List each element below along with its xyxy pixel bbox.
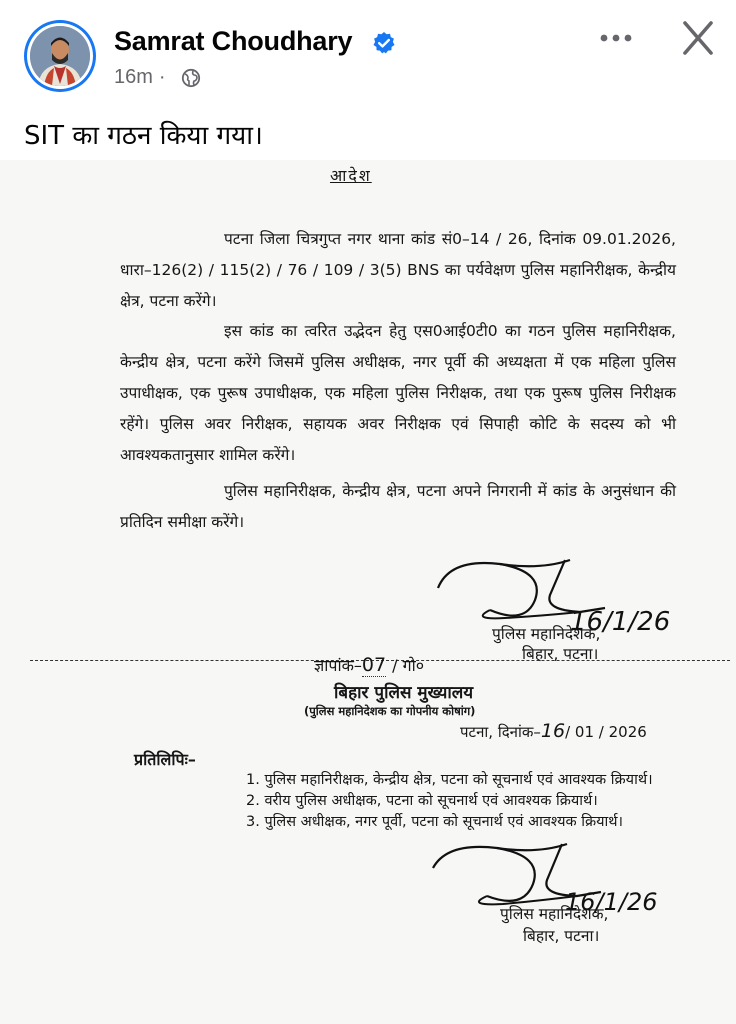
signature-date-1: 16/1/26 bbox=[570, 607, 671, 637]
avatar[interactable] bbox=[24, 20, 96, 92]
signatory-title-2: पुलिस महानिदेशक, bbox=[500, 905, 609, 923]
copy-item-1: 1. पुलिस महानिरीक्षक, केन्द्रीय क्षेत्र, पटना को सूचनार्थ एवं आवश्यक क्रियार्थ। bbox=[246, 772, 653, 788]
copy-item-3: 3. पुलिस अधीक्षक, नगर पूर्वी, पटना को सूचनार्थ एवं आवश्यक क्रियार्थ। bbox=[246, 814, 624, 830]
author-name[interactable]: Samrat Choudhary bbox=[114, 26, 353, 56]
copy-to-list bbox=[246, 770, 653, 833]
signature-date-2: 16/1/26 bbox=[565, 888, 658, 916]
verified-badge-icon bbox=[372, 31, 396, 55]
order-paragraph-2: इस कांड का त्वरित उद्भेदन हेतु एस0आई0टी0 का गठन पुलिस महानिरीक्षक, केन्द्रीय क्षेत्र, पटना करेंगे जिसमें पुलिस अधीक्षक, नगर पूर्वी की अध्यक्षता में एक महिला पुलिस उपाधीक्षक, एक पुरूष उपाधीक्षक, एक महिला पुलिस निरीक्षक, तथा एक पुरूष पुलिस निरीक्षक रहेंगे। पुलिस अवर निरीक्षक, सहायक अवर निरीक्षक एवं सिपाही कोटि के सदस्य को भी आवश्यकतानुसार शामिल करेंगे। bbox=[120, 322, 676, 464]
hq-subtitle: (पुलिस महानिदेशक का गोपनीय कोषांग) bbox=[304, 704, 476, 718]
order-title: आदेश bbox=[330, 166, 372, 185]
avatar-photo bbox=[30, 26, 90, 86]
date-day: 16 bbox=[540, 720, 566, 742]
order-paragraph-1: पटना जिला चित्रगुप्त नगर थाना कांड सं0–14 / 26, दिनांक 09.01.2026, धारा–126(2) / 115(2) / 76 / 109 / 3(5) BNS का पर्यवेक्षण पुलिस महानिरीक्षक, केन्द्रीय क्षेत्र, पटना करेंगे। bbox=[120, 230, 676, 310]
hq-name: बिहार पुलिस मुख्यालय bbox=[334, 683, 474, 703]
copy-item-2: 2. वरीय पुलिस अधीक्षक, पटना को सूचनार्थ एवं आवश्यक क्रियार्थ। bbox=[246, 793, 598, 809]
more-options-icon[interactable] bbox=[596, 22, 636, 54]
date-rest: / 01 / 2026 bbox=[565, 723, 647, 741]
copy-to-label: प्रतिलिपिः– bbox=[134, 750, 196, 769]
post-header bbox=[0, 0, 736, 100]
memo-number: 07 bbox=[361, 654, 387, 676]
memo-number-line bbox=[314, 654, 424, 676]
close-icon[interactable] bbox=[676, 18, 720, 58]
meta-separator: · bbox=[158, 66, 166, 88]
post-time[interactable]: 16m bbox=[114, 66, 153, 88]
globe-icon[interactable] bbox=[181, 68, 201, 88]
memo-suffix: / गो० bbox=[392, 656, 425, 675]
signatory-place-2: बिहार, पटना। bbox=[523, 927, 600, 945]
memo-prefix: ज्ञापांक– bbox=[314, 656, 362, 675]
dispatch-date bbox=[460, 720, 647, 742]
date-prefix: पटना, दिनांक– bbox=[460, 723, 541, 741]
post-caption: SIT का गठन किया गया। bbox=[24, 121, 263, 151]
signatory-title-1: पुलिस महानिदेशक, bbox=[492, 625, 601, 643]
document-image[interactable] bbox=[0, 160, 736, 1024]
person-silhouette-icon bbox=[30, 26, 90, 86]
post-meta bbox=[114, 66, 172, 89]
order-paragraph-3: पुलिस महानिरीक्षक, केन्द्रीय क्षेत्र, पटना अपने निगरानी में कांड के अनुसंधान की प्रतिदिन समीक्षा करेंगे। bbox=[120, 482, 676, 531]
signatory-place-1: बिहार, पटना। bbox=[522, 645, 599, 663]
avatar-ring bbox=[27, 23, 93, 89]
